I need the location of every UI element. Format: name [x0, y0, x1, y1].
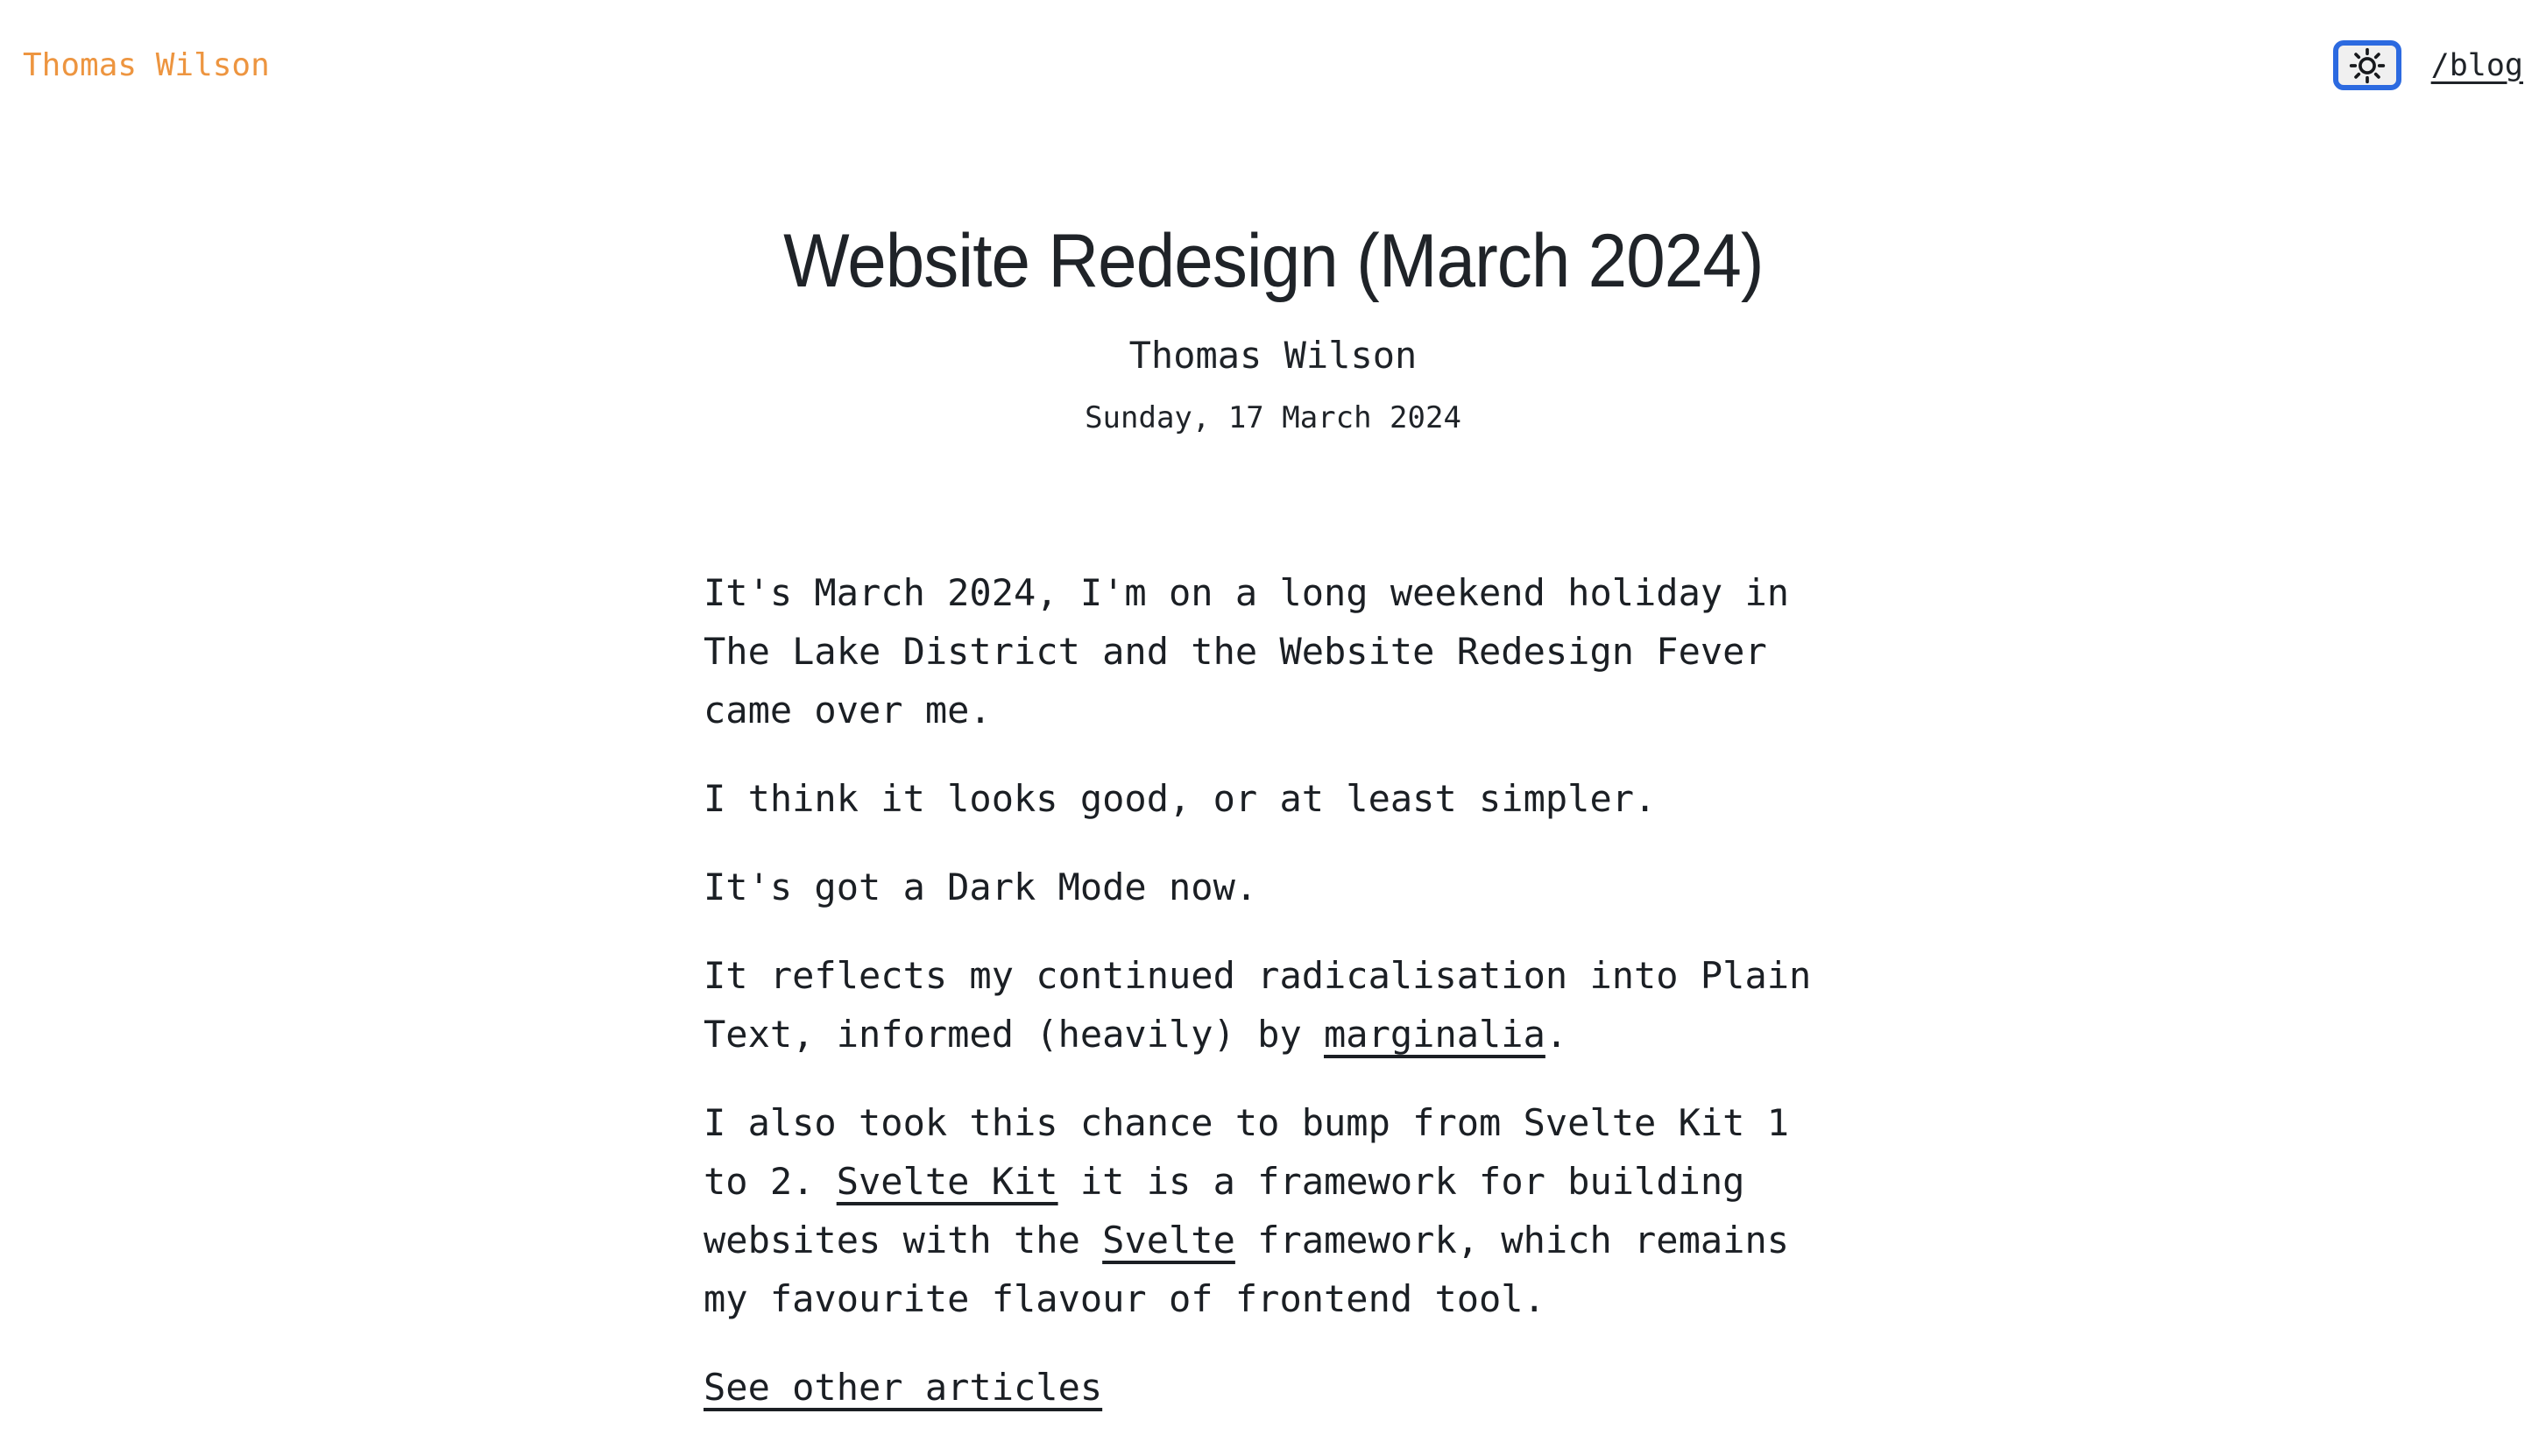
theme-toggle-button[interactable]: [2333, 40, 2401, 90]
article-date: Sunday, 17 March 2024: [1085, 400, 1461, 436]
header-actions: [2333, 40, 2523, 90]
svelte-kit-link[interactable]: Svelte Kit: [836, 1159, 1058, 1203]
paragraph: I also took this chance to bump from Svelte Kit 1 to 2. Svelte Kit it is a framework for building websites with the Svelte framework, which remains my favourite flavour of frontend tool.: [704, 1100, 1790, 1320]
see-other-articles-link[interactable]: See other articles: [704, 1365, 1103, 1409]
paragraph: [704, 1358, 1842, 1417]
paragraph: It reflects my continued radicalisation into Plain Text, informed (heavily) by marginalia.: [704, 953, 1812, 1056]
article-author: Thomas Wilson: [1128, 334, 1418, 378]
marginalia-link[interactable]: marginalia: [1324, 1012, 1545, 1056]
article-body: [704, 563, 1842, 1417]
site-name-link[interactable]: Thomas Wilson: [23, 47, 270, 83]
article: [704, 219, 1842, 1417]
sun-icon: [2348, 46, 2387, 85]
page-header: [0, 0, 2546, 90]
svelte-link[interactable]: Svelte: [1102, 1218, 1235, 1262]
page-title: Website Redesign (March 2024): [782, 219, 1764, 303]
paragraph: I think it looks good, or at least simpler.: [704, 776, 1657, 820]
paragraph: It's March 2024, I'm on a long weekend holiday in The Lake District and the Website Redesign Fever came over me.: [704, 570, 1790, 732]
blog-link[interactable]: /blog: [2430, 47, 2523, 83]
paragraph: It's got a Dark Mode now.: [704, 865, 1258, 908]
